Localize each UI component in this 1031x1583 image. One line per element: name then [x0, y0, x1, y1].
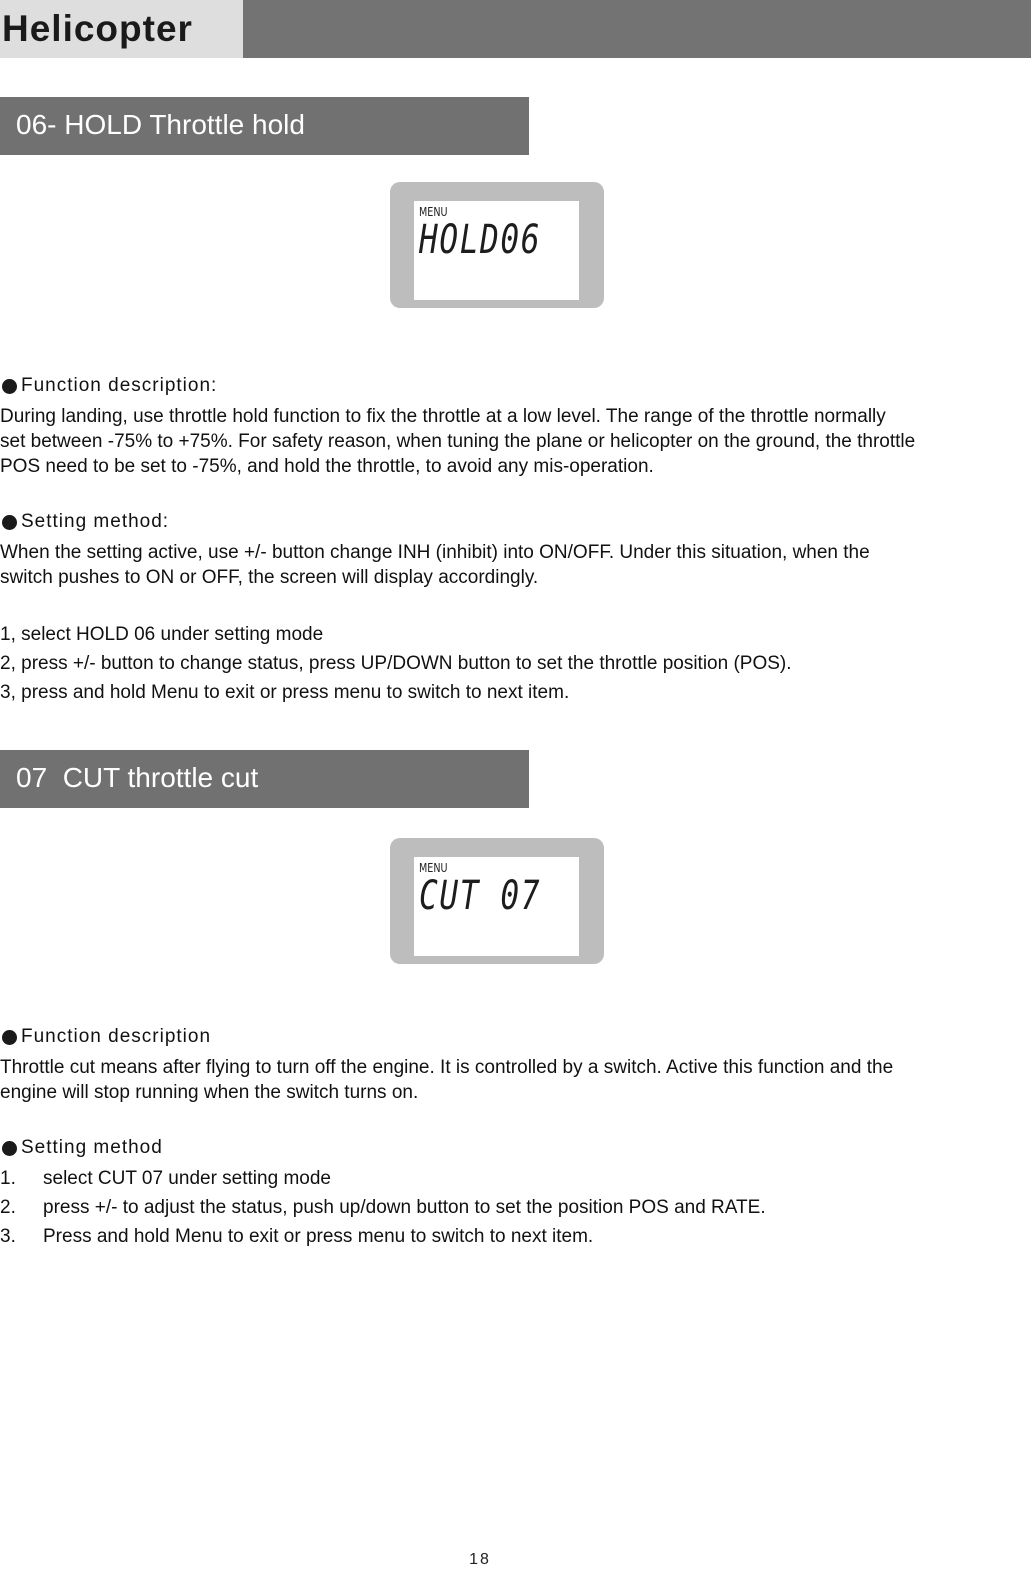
- bullet-icon: [2, 515, 17, 530]
- lcd-screen: [414, 857, 579, 956]
- header-title-tab: [0, 0, 243, 58]
- step-number: 1.: [0, 1168, 16, 1189]
- section-title-hold: [0, 97, 529, 155]
- step-text: Press and hold Menu to exit or press menu to switch to next item.: [43, 1226, 594, 1247]
- step-text: press +/- to adjust the status, push up/down button to set the position POS and RATE.: [43, 1197, 766, 1218]
- function-line: engine will stop running when the switch turns on.: [0, 1082, 419, 1103]
- step-item: 3, press and hold Menu to exit or press menu to switch to next item.: [0, 682, 570, 703]
- heading-text: Setting method:: [21, 511, 170, 532]
- function-line: POS need to be set to -75%, and hold the throttle, to avoid any mis-operation.: [0, 456, 654, 477]
- function-line: set between -75% to +75%. For safety reason, when tuning the plane or helicopter on the ground, the throttle: [0, 431, 916, 452]
- heading-text: Function description:: [21, 375, 218, 396]
- bullet-icon: [2, 1030, 17, 1045]
- lcd-text: HOLD06: [419, 217, 542, 263]
- function-line: During landing, use throttle hold function to fix the throttle at a low level. The range of the throttle normally: [0, 406, 886, 427]
- heading-text: Function description: [21, 1026, 212, 1047]
- heading-text: Setting method: [21, 1137, 163, 1158]
- lcd-text: CUT 07: [419, 873, 542, 919]
- header-title: Helicopter: [2, 8, 193, 49]
- header-bar: [243, 0, 1031, 58]
- step-number: 2.: [0, 1197, 16, 1218]
- function-line: Throttle cut means after flying to turn off the engine. It is controlled by a switch. Active this function and the: [0, 1057, 894, 1078]
- setting-method-heading: [0, 511, 169, 533]
- lcd-menu-label: MENU: [419, 861, 448, 875]
- setting-line: switch pushes to ON or OFF, the screen will display accordingly.: [0, 567, 539, 588]
- step-item: 2, press +/- button to change status, press UP/DOWN button to set the throttle position (POS).: [0, 653, 792, 674]
- function-description-heading: [0, 375, 217, 397]
- lcd-menu-label: MENU: [419, 205, 448, 219]
- lcd-screen: [414, 201, 579, 300]
- section-title-text: 07 CUT throttle cut: [16, 762, 259, 793]
- function-description-heading: [0, 1026, 211, 1048]
- step-item: 1, select HOLD 06 under setting mode: [0, 624, 324, 645]
- step-number: 3.: [0, 1226, 16, 1247]
- section-title-text: 06- HOLD Throttle hold: [16, 109, 305, 140]
- bullet-icon: [2, 379, 17, 394]
- lcd-display-hold: [390, 182, 604, 308]
- setting-method-heading: [0, 1137, 163, 1159]
- lcd-display-cut: [390, 838, 604, 964]
- step-text: select CUT 07 under setting mode: [43, 1168, 331, 1189]
- page-number: 18: [469, 1551, 491, 1568]
- section-title-cut: [0, 750, 529, 808]
- bullet-icon: [2, 1141, 17, 1156]
- setting-line: When the setting active, use +/- button change INH (inhibit) into ON/OFF. Under this situation, when the: [0, 542, 870, 563]
